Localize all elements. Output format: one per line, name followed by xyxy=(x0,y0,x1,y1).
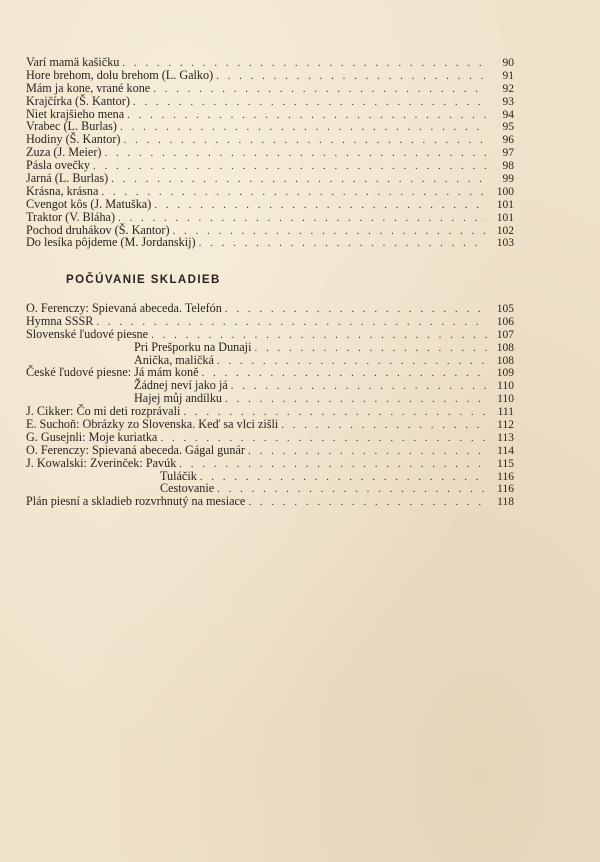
toc-entry xyxy=(26,82,514,95)
entry-title: Varí mamä kašičku xyxy=(26,55,120,69)
listening-list xyxy=(26,302,514,508)
toc-entry xyxy=(26,56,514,69)
dot-leader xyxy=(217,355,487,368)
entry-page: 92 xyxy=(502,82,514,95)
entry-page: 107 xyxy=(496,328,514,341)
dot-leader xyxy=(179,458,487,471)
entry-title: Anička, maličká xyxy=(134,352,214,367)
dot-leader xyxy=(200,471,487,484)
dot-leader xyxy=(216,70,487,83)
entry-title: E. Suchoň: Obrázky zo Slovenska. Keď sa vlci zišli xyxy=(26,417,279,432)
entry-page: 98 xyxy=(502,160,514,173)
toc-entry xyxy=(26,315,514,328)
entry-page: 118 xyxy=(497,496,514,509)
dot-leader xyxy=(281,419,487,432)
entry-title: Krajčírka (Š. Kantor) xyxy=(26,93,130,108)
entry-page: 111 xyxy=(497,406,514,419)
entry-page: 116 xyxy=(497,483,514,496)
toc-entry xyxy=(26,418,514,431)
entry-title: Do lesíka pôjdeme (M. Jordanskij) xyxy=(26,235,196,250)
entry-page: 103 xyxy=(496,237,514,250)
entry-page: 94 xyxy=(502,108,514,121)
toc-entry xyxy=(26,366,514,379)
dot-leader xyxy=(248,496,487,509)
dot-leader xyxy=(202,367,488,380)
dot-leader xyxy=(248,445,487,458)
entry-page: 97 xyxy=(502,147,514,160)
dot-leader xyxy=(225,393,487,406)
dot-leader xyxy=(104,147,487,160)
entry-page: 108 xyxy=(496,354,514,367)
toc-entry xyxy=(26,470,514,483)
entry-page: 101 xyxy=(496,211,514,224)
dot-leader xyxy=(225,303,487,316)
entry-page: 116 xyxy=(497,470,514,483)
entry-title: J. Kowalski: Zverinček: Pavúk xyxy=(26,455,177,470)
entry-title: Hymna SSSR xyxy=(26,313,94,328)
entry-title: Krásna, krásna xyxy=(26,183,99,198)
entry-title: Niet krajšieho mena xyxy=(26,106,125,121)
dot-leader xyxy=(96,316,487,329)
dot-leader xyxy=(118,212,487,225)
entry-page: 96 xyxy=(502,134,514,147)
dot-leader xyxy=(217,483,487,496)
entry-page: 99 xyxy=(502,173,514,186)
entry-page: 93 xyxy=(502,95,514,108)
entry-page: 95 xyxy=(502,121,514,134)
entry-page: 115 xyxy=(497,457,514,470)
entry-page: 109 xyxy=(496,367,514,380)
entry-title: Pochod druhákov (Š. Kantor) xyxy=(26,222,170,237)
dot-leader xyxy=(101,186,487,199)
toc-entry xyxy=(26,379,514,392)
entry-title: Mám ja kone, vrané kone xyxy=(26,80,151,95)
dot-leader xyxy=(231,380,487,393)
entry-page: 108 xyxy=(496,341,514,354)
entry-title: Vrabec (L. Burlas) xyxy=(26,119,117,134)
entry-title: G. Gusejnli: Moje kuriatka xyxy=(26,429,158,444)
entry-page: 91 xyxy=(502,69,514,82)
toc-entry xyxy=(26,69,514,82)
entry-title: Tuláčik xyxy=(160,468,197,483)
toc-entry xyxy=(26,95,514,108)
toc-entry xyxy=(26,457,514,470)
entry-page: 112 xyxy=(497,419,514,432)
entry-page: 105 xyxy=(496,303,514,315)
entry-title: Zuza (J. Meier) xyxy=(26,145,102,160)
toc-entry xyxy=(26,211,514,224)
entry-page: 110 xyxy=(497,393,514,406)
dot-leader xyxy=(123,134,487,147)
toc-entry xyxy=(26,185,514,198)
toc-entry xyxy=(26,172,514,185)
entry-page: 110 xyxy=(497,380,514,393)
entry-title: Slovenské ľudové piesne xyxy=(26,326,149,341)
entry-page: 113 xyxy=(497,431,514,444)
toc-entry xyxy=(26,236,514,249)
dot-leader xyxy=(127,109,487,122)
dot-leader xyxy=(93,160,487,173)
dot-leader xyxy=(153,83,487,96)
entry-title: Hore brehom, dolu brehom (L. Galko) xyxy=(26,67,214,82)
entry-page: 106 xyxy=(496,315,514,328)
entry-title: Traktor (V. Bláha) xyxy=(26,209,116,224)
toc-entry xyxy=(26,444,514,457)
toc-entry xyxy=(26,431,514,444)
dot-leader xyxy=(133,96,487,109)
entry-title: Žádnej neví jako já xyxy=(134,378,228,393)
entry-page: 114 xyxy=(497,444,514,457)
entry-page: 102 xyxy=(496,224,514,237)
toc-entry xyxy=(26,198,514,211)
dot-leader xyxy=(254,342,487,355)
entry-title: O. Ferenczy: Spievaná abeceda. Gágal gunár xyxy=(26,442,245,457)
entry-title: O. Ferenczy: Spievaná abeceda. Telefón xyxy=(26,301,222,315)
entry-page: 101 xyxy=(496,198,514,211)
entry-title: Plán piesní a skladieb rozvrhnutý na mesiace xyxy=(26,494,246,509)
entry-page: 90 xyxy=(502,57,514,69)
dot-leader xyxy=(173,225,487,238)
toc-entry xyxy=(26,495,514,508)
entry-title: Jarná (L. Burlas) xyxy=(26,171,109,186)
dot-leader xyxy=(154,199,487,212)
song-list xyxy=(26,56,514,249)
dot-leader xyxy=(199,237,487,250)
entry-title: Cestovanie xyxy=(160,481,215,496)
dot-leader xyxy=(111,173,487,186)
entry-title: Hodiny (Š. Kantor) xyxy=(26,132,121,147)
entry-title: České ľudové piesne: Já mám koně xyxy=(26,365,199,380)
toc-entry xyxy=(26,302,514,315)
dot-leader xyxy=(120,121,487,134)
toc-entry xyxy=(26,328,514,341)
entry-title: Pri Prešporku na Dunaji xyxy=(134,339,252,354)
toc-entry xyxy=(26,341,514,354)
entry-title: Cvengot kôs (J. Matuška) xyxy=(26,196,152,211)
entry-title: Pásla ovečky xyxy=(26,158,90,173)
entry-page: 100 xyxy=(496,185,514,198)
entry-title: Hajej můj andílku xyxy=(134,391,223,406)
section-heading: POČÚVANIE SKLADIEB xyxy=(66,274,221,286)
entry-title: J. Cikker: Čo mi deti rozprávali xyxy=(26,404,181,419)
toc-entry xyxy=(26,146,514,159)
